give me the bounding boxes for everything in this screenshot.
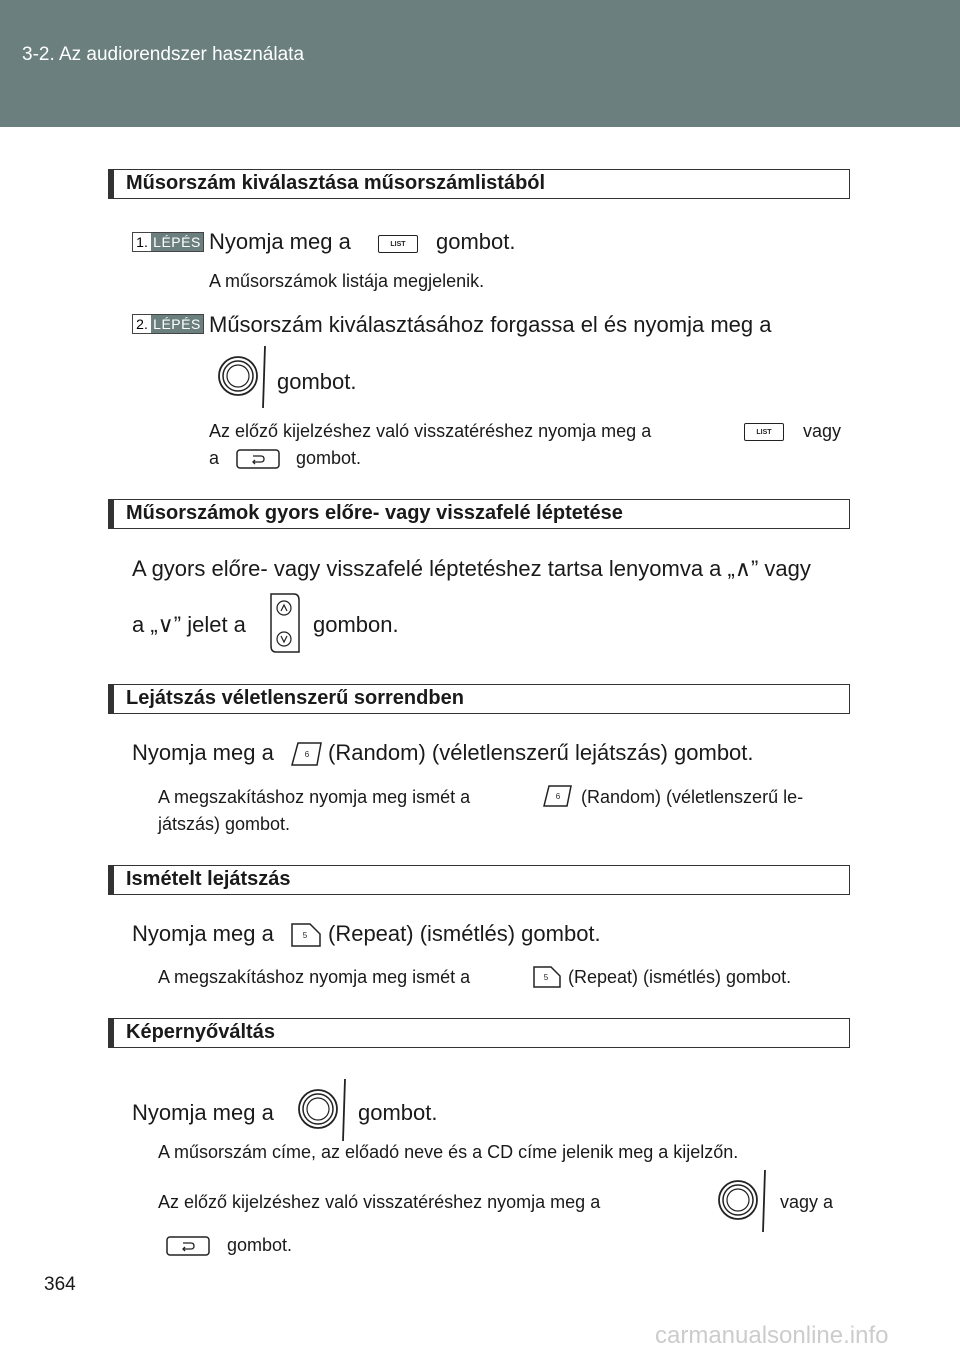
section-heading-fast-forward xyxy=(108,499,850,529)
step2-note-a: Az előző kijelzéshez való visszatéréshez nyomja meg a xyxy=(209,421,652,441)
step2-note-d: gombot. xyxy=(296,448,362,468)
section-title: Műsorszámok gyors előre- vagy visszafelé léptetése xyxy=(126,502,623,524)
section-title: Műsorszám kiválasztása műsorszámlistából xyxy=(126,172,546,194)
button-5-icon xyxy=(532,965,562,989)
section-heading-screen-switch xyxy=(108,1018,850,1048)
watermark: carmanualsonline.info xyxy=(655,1322,889,1349)
seek-text-line2b: gombon. xyxy=(313,612,399,637)
list-button-icon: LIST xyxy=(378,235,418,253)
step1-note: A műsorszámok listája megjelenik. xyxy=(209,271,485,291)
tune-knob-icon xyxy=(214,342,270,410)
repeat-note-b: (Repeat) (ismétlés) gombot. xyxy=(568,967,792,987)
step-number: 2. xyxy=(133,315,151,333)
step-label: LÉPÉS xyxy=(151,233,203,251)
random-note-a: A megszakításhoz nyomja meg ismét a xyxy=(158,787,471,807)
repeat-text-a: Nyomja meg a xyxy=(132,921,274,946)
step-badge-2 xyxy=(132,314,204,334)
step-badge-1 xyxy=(132,232,204,252)
step1-text-b: gombot. xyxy=(436,229,516,254)
section-title: Képernyőváltás xyxy=(126,1021,275,1043)
button-6-label: 6 xyxy=(555,792,561,801)
step1-text-a: Nyomja meg a xyxy=(209,229,351,254)
step-number: 1. xyxy=(133,233,151,251)
section-heading-random xyxy=(108,684,850,714)
button-5-icon xyxy=(290,922,322,948)
screen-note2-c: gombot. xyxy=(227,1235,293,1255)
section-heading-repeat xyxy=(108,865,850,895)
back-button-icon xyxy=(166,1236,210,1256)
button-6-icon xyxy=(542,784,574,808)
repeat-text-b: (Repeat) (ismétlés) gombot. xyxy=(328,921,601,946)
screen-text-a: Nyomja meg a xyxy=(132,1100,274,1125)
seek-up-down-button-icon xyxy=(266,592,302,654)
button-6-icon xyxy=(290,741,324,767)
breadcrumb: 3-2. Az audiorendszer használata xyxy=(22,44,305,65)
seek-text-line1: A gyors előre- vagy visszafelé léptetéshez tartsa lenyomva a „∧” vagy xyxy=(132,556,811,581)
random-text-b: (Random) (véletlenszerű lejátszás) gombot. xyxy=(328,740,754,765)
button-5-label: 5 xyxy=(302,931,308,940)
page-number: 364 xyxy=(44,1274,76,1295)
tune-knob-icon xyxy=(294,1075,350,1143)
section-title: Lejátszás véletlenszerű sorrendben xyxy=(126,687,464,709)
tune-knob-icon xyxy=(714,1166,770,1234)
page-header xyxy=(0,0,960,127)
step2-note-c: a xyxy=(209,448,220,468)
section-heading-track-list xyxy=(108,169,850,199)
screen-note2-a: Az előző kijelzéshez való visszatéréshez nyomja meg a xyxy=(158,1192,601,1212)
screen-text-b: gombot. xyxy=(358,1100,438,1125)
step2-note-b: vagy xyxy=(803,421,842,441)
button-6-label: 6 xyxy=(304,750,310,759)
random-note-b: (Random) (véletlenszerű le- xyxy=(581,787,804,807)
screen-note2-b: vagy a xyxy=(780,1192,834,1212)
section-title: Ismételt lejátszás xyxy=(126,868,291,890)
repeat-note-a: A megszakításhoz nyomja meg ismét a xyxy=(158,967,471,987)
screen-note1: A műsorszám címe, az előadó neve és a CD címe jelenik meg a kijelzőn. xyxy=(158,1142,739,1162)
seek-text-line2a: a „∨” jelet a xyxy=(132,612,246,637)
back-button-icon xyxy=(236,449,280,469)
button-5-label: 5 xyxy=(543,973,549,982)
step2-text-b: gombot. xyxy=(277,369,357,394)
step2-text-a: Műsorszám kiválasztásához forgassa el és nyomja meg a xyxy=(209,312,772,337)
step-label: LÉPÉS xyxy=(151,315,203,333)
random-text-a: Nyomja meg a xyxy=(132,740,274,765)
list-button-icon: LIST xyxy=(744,423,784,441)
random-note-c: játszás) gombot. xyxy=(158,814,291,834)
